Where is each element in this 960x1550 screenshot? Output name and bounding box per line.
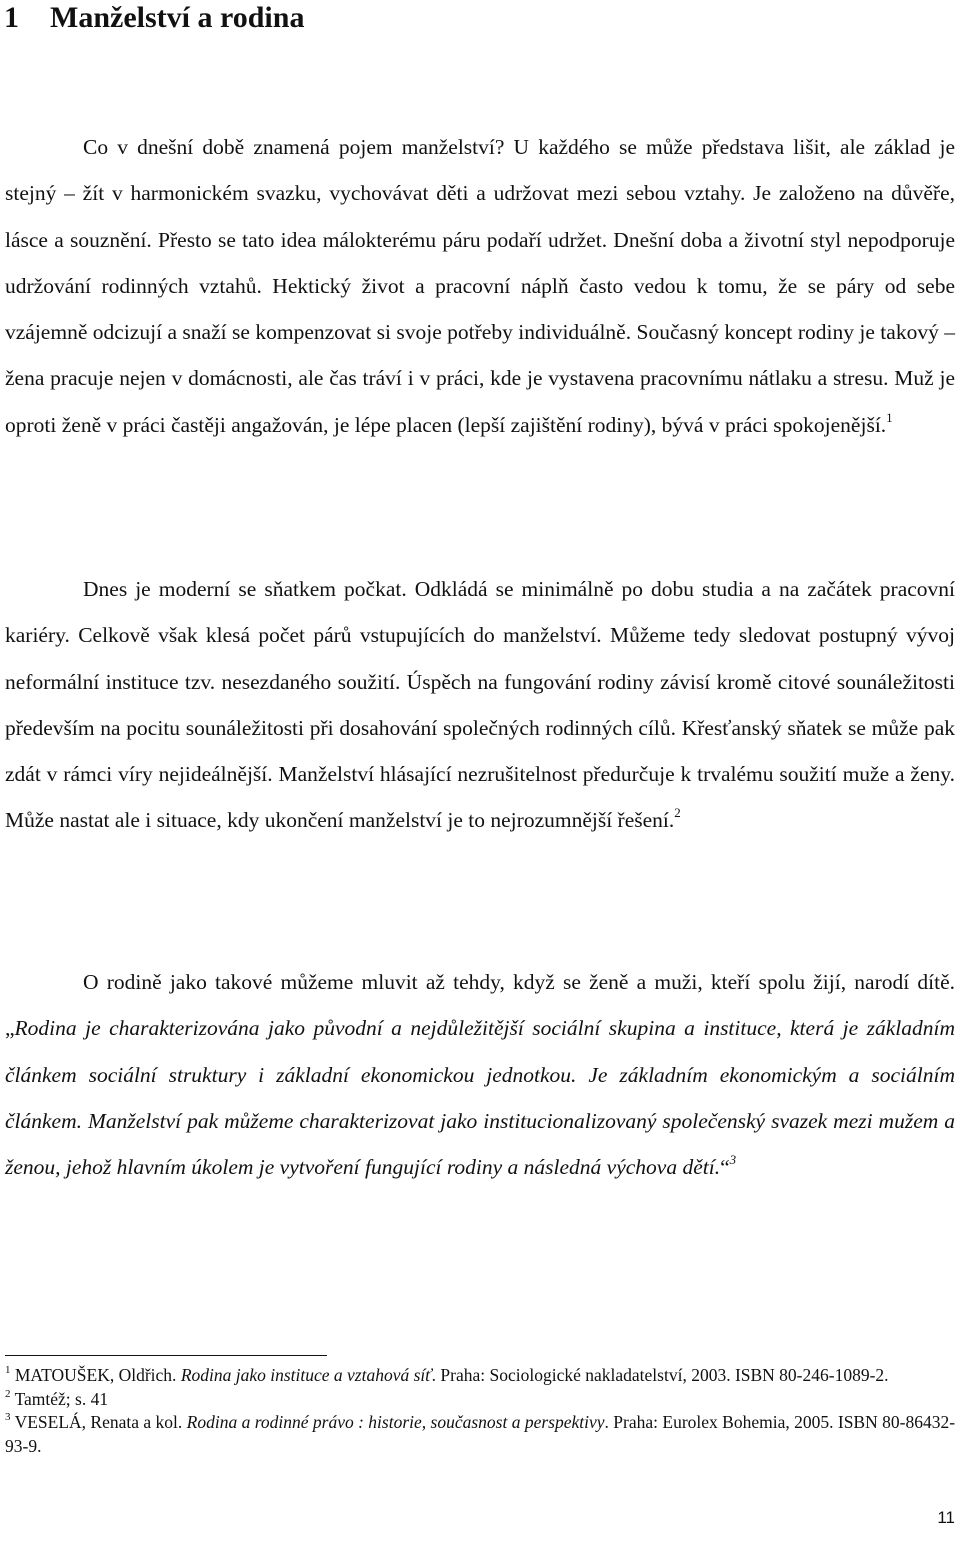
paragraph-2	[5, 566, 955, 844]
footnote-3	[5, 1411, 955, 1458]
footnote-rest: . Praha: Sociologické nakladatelství, 2003. ISBN 80-246-1089-2.	[431, 1365, 889, 1385]
page-number: 11	[937, 1508, 955, 1527]
chapter-heading	[4, 0, 304, 38]
footnote-title: Rodina jako instituce a vztahová síť	[180, 1365, 432, 1385]
footnote-1	[5, 1364, 955, 1388]
chapter-number: 1	[4, 1, 19, 34]
quote-close-mark: “	[720, 1155, 730, 1180]
paragraph-3	[5, 959, 955, 1190]
footnote-ref-1[interactable]: 1	[886, 409, 893, 425]
paragraph-2-text: Dnes je moderní se sňatkem počkat. Odkládá se minimálně po dobu studia a na začátek pracovní kariéry. Celkově však klesá počet párů vstupujících do manželství. Můžeme tedy sledovat postupný vývoj neformální instituce tzv. nesezdaného soužití. Úspěch na fungování rodiny závisí kromě citové sounáležitosti především na pocitu sounáležitosti při dosahování společných rodinných cílů. Křesťanský sňatek se může pak zdát v rámci víry nejideálnější. Manželství hlásající nezrušitelnost předurčuje k trvalému soužití muže a ženy. Může nastat ale i situace, kdy ukončení manželství je to nejrozumnější řešení.	[5, 577, 955, 833]
footnote-separator	[5, 1355, 327, 1356]
footnotes	[5, 1364, 955, 1458]
quotation-italic: Rodina je charakterizována jako původní a nejdůležitější sociální skupina a instituce, která je základním článkem sociální struktury i základní ekonomickou jednotkou. Je základním ekonomickým a sociálním článkem. Manželství pak můžeme charakterizovat jako institucionalizovaný společenský svazek mezi mužem a ženou, jehož hlavním úkolem je vytvoření fungující rodiny a následná výchova dětí.	[5, 1016, 955, 1180]
chapter-title: Manželství a rodina	[50, 1, 305, 34]
paragraph-1	[5, 124, 955, 448]
paragraph-3-text: O rodině jako takové můžeme mluvit až tehdy, když se ženě a muži, kteří spolu žijí, narodí dítě.	[83, 970, 955, 994]
footnote-author: MATOUŠEK, Oldřich.	[14, 1365, 181, 1385]
footnote-number: 3	[5, 1411, 11, 1423]
quote-open-mark: „	[5, 1016, 15, 1041]
footnote-author: Tamtéž; s. 41	[14, 1388, 109, 1409]
footnote-ref-2[interactable]: 2	[674, 805, 681, 821]
footnote-2	[5, 1388, 955, 1412]
footnote-number: 1	[5, 1364, 11, 1376]
footnote-author: VESELÁ, Renata a kol.	[14, 1412, 187, 1432]
footnote-number: 2	[5, 1387, 11, 1400]
paragraph-1-text: Co v dnešní době znamená pojem manželství? U každého se může představa lišit, ale základ je stejný – žít v harmonickém svazku, vychovávat děti a udržovat mezi sebou vztahy. Je založeno na důvěře, lásce a souznění. Přesto se tato idea málokterému páru podaří udržet. Dnešní doba a životní styl nepodporuje udržování rodinných vztahů. Hektický život a pracovní náplň často vedou k tomu, že se páry od sebe vzájemně odcizují a snaží se kompenzovat si svoje potřeby individuálně. Současný koncept rodiny je takový – žena pracuje nejen v domácnosti, ale čas tráví i v práci, kde je vystavena pracovnímu nátlaku a stresu. Muž je oproti ženě v práci častěji angažován, je lépe placen (lepší zajištění rodiny), bývá v práci spokojenější.	[5, 135, 955, 437]
footnote-title: Rodina a rodinné právo : historie, současnost a perspektivy	[186, 1412, 605, 1432]
footnote-rest: . Praha: Eurolex Bohemia, 2005. ISBN 80-86432-93-9.	[5, 1412, 956, 1456]
footnote-ref-3[interactable]: 3	[729, 1152, 737, 1168]
